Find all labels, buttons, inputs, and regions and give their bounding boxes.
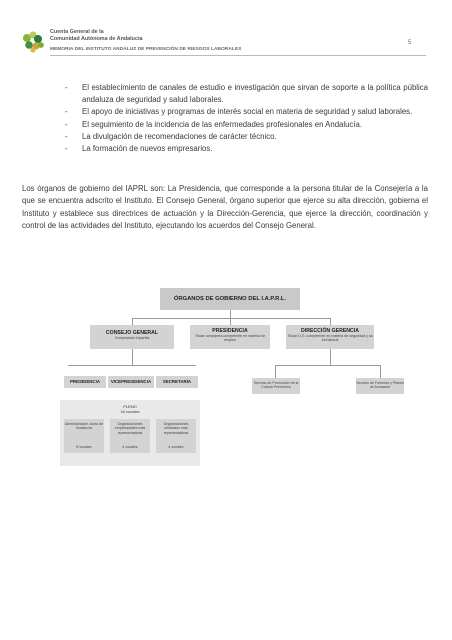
connector <box>380 365 381 378</box>
direccion-gerencia-box <box>286 325 374 349</box>
consejo-general-box <box>90 325 174 349</box>
servicio-promocion-box <box>252 378 300 394</box>
functions-list <box>62 82 428 155</box>
list-item: - El apoyo de iniciativas y programas de interés social en materia de seguridad y salud laborales. <box>62 106 428 118</box>
connector <box>230 318 231 325</box>
connector <box>275 365 276 378</box>
pleno-title: PLENO <box>123 404 137 409</box>
connector <box>132 318 133 325</box>
governance-paragraph: Los órganos de gobierno del IAPRL son: La Presidencia, que corresponde a la persona titular de la Consejería a la que se encuentra adscrito el Instituto. El Consejo General, órgano superior que ejerce su alta dirección, gobierna el Instituto y establece sus directrices de actuación y la Dirección-Gerencia, que ejerce la dirección, coordinación y control de las actividades del Instituto, ejecutando los acuerdos del Consejo General. <box>22 184 428 230</box>
pleno-group-count: 8 vocales <box>76 445 92 449</box>
connector <box>330 318 331 325</box>
connector <box>330 349 331 365</box>
org-chart <box>60 288 404 468</box>
diagram-title-box <box>160 288 300 310</box>
header-divider <box>50 55 426 56</box>
org-name-line1: Cuenta General de la <box>50 29 104 35</box>
org-name-line2: Comunidad Autónoma de Andalucía <box>50 36 143 42</box>
connector <box>132 318 330 319</box>
page-number: 5 <box>408 40 412 46</box>
pleno-group-sindicales <box>156 419 196 453</box>
servicio-fomento-box <box>356 378 404 394</box>
servicio-fomento-label: Servicio de Fomento y Planes de Actuación <box>356 381 404 390</box>
diagram-title: ÓRGANOS DE GOBIERNO DEL I.A.P.R.L. <box>173 296 287 302</box>
pleno-group-empresariales <box>110 419 150 453</box>
junta-andalucia-logo <box>20 30 46 54</box>
connector <box>230 310 231 318</box>
secretaria-label: SECRETARÍA <box>162 379 192 384</box>
secretaria-box <box>156 376 198 388</box>
presidencia-box <box>190 325 270 349</box>
document-subtitle: MEMORIA DEL INSTITUTO ANDALUZ DE PREVENCIÓN DE RIESGOS LABORALES <box>50 47 242 52</box>
vicepresidencia-box <box>108 376 154 388</box>
pleno-group-count: 4 vocales <box>168 445 184 449</box>
pleno-group-name: Organizaciones empresariales más representativas <box>114 422 146 435</box>
connector <box>275 365 380 366</box>
consejo-presidencia-label: PRESIDENCIA <box>69 379 100 384</box>
presidencia-title: PRESIDENCIA <box>212 328 248 334</box>
pleno-sub: 16 vocales <box>120 409 140 414</box>
direccion-gerencia-sub: Titular D.G. competente en materia de seguridad y sa lud laboral <box>287 334 373 343</box>
list-item: - El seguimiento de la incidencia de las enfermedades profesionales en Andalucía. <box>62 119 428 131</box>
consejo-presidencia-box <box>64 376 106 388</box>
pleno-group-name: Administración Junta de Andalucía <box>64 422 104 431</box>
pleno-group-name: Organizaciones sindicales más representativas <box>163 422 189 435</box>
list-item: - La formación de nuevos empresarios. <box>62 143 428 155</box>
direccion-gerencia-title: DIRECCIÓN GERENCIA <box>301 328 359 334</box>
pleno-group-count: 4 vocales <box>122 445 138 449</box>
connector <box>68 365 196 366</box>
vicepresidencia-label: VICEPRESIDENCIA <box>110 379 152 384</box>
consejo-general-title: CONSEJO GENERAL <box>105 330 159 336</box>
pleno-group-junta <box>64 419 104 453</box>
consejo-general-sub: Composición tripartita <box>114 336 150 340</box>
list-item: - La divulgación de recomendaciones de carácter técnico. <box>62 131 428 143</box>
servicio-promocion-label: Servicio de Promoción de la Cultura Preventiva <box>253 381 299 390</box>
list-item: - El establecimiento de canales de estudio e investigación que sirvan de soporte a la política pública andaluza de seguridad y salud laborales. <box>62 82 428 106</box>
connector <box>132 349 133 365</box>
presidencia-sub: Titular consejería competente en materia de empleo <box>194 334 266 343</box>
